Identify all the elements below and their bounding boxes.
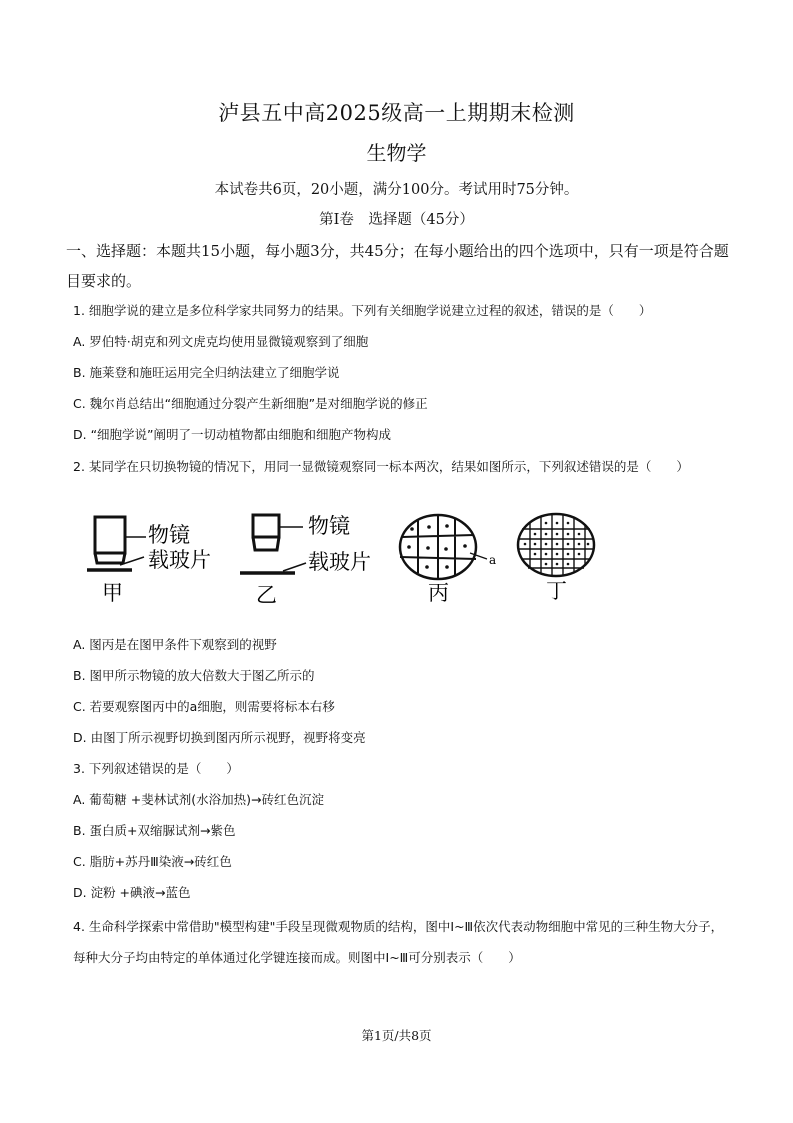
question-4-stem: 4. 生命科学探索中常借助"模型构建"手段呈现微观物质的结构，图中Ⅰ~Ⅲ依次代表动物细胞中常见的三种生物大分子，每种大分子均由特定的单体通过化学键连接而成。则图中Ⅰ~Ⅲ可分别表示（ ） [73, 919, 724, 965]
panel-label-yi: 乙 [256, 583, 277, 607]
question-3-option-d: D. 淀粉 +碘液→蓝色 [73, 885, 191, 900]
panel-label-jia: 甲 [102, 581, 123, 605]
exam-title: 泸县五中高2025级高一上期期末检测 [218, 101, 575, 125]
objective-short [240, 515, 306, 573]
question-3-option-c: C. 脂肪+苏丹Ⅲ染液→砖红色 [73, 854, 232, 869]
question-1-option-a: A. 罗伯特·胡克和列文虎克均使用显微镜观察到了细胞 [73, 334, 369, 349]
subject-title: 生物学 [366, 141, 427, 165]
exam-info: 本试卷共6页，20小题，满分100分。考试用时75分钟。 [214, 182, 579, 198]
label-slide-jia: 载玻片 [148, 548, 211, 572]
question-2-option-a: A. 图丙是在图甲条件下观察到的视野 [73, 637, 277, 652]
question-3-option-a: A. 葡萄糖 +斐林试剂(水浴加热)→砖红色沉淀 [73, 792, 324, 807]
section-instructions: 一、选择题：本题共15小题，每小题3分，共45分；在每小题给出的四个选项中，只有一项是符合题目要求的。 [66, 242, 729, 290]
label-objective-yi: 物镜 [308, 514, 350, 538]
field-of-view-ding [518, 514, 594, 576]
question-2-option-b: B. 图甲所示物镜的放大倍数大于图乙所示的 [73, 668, 315, 683]
microscope-figure [80, 505, 620, 610]
label-slide-yi: 载玻片 [308, 550, 371, 574]
section-heading: 第Ⅰ卷 选择题（45分） [319, 212, 474, 228]
question-2-stem: 2. 某同学在只切换物镜的情况下，用同一显微镜观察同一标本两次，结果如图所示，下列叙述错误的是（ ） [73, 459, 689, 474]
cell-label-a: a [489, 553, 497, 567]
question-3-option-b: B. 蛋白质+双缩脲试剂→紫色 [73, 823, 236, 838]
objective-long [87, 517, 146, 570]
page-footer: 第1页/共8页 [361, 1028, 432, 1043]
field-of-view-bing [400, 515, 487, 579]
question-2-option-c: C. 若要观察图丙中的a细胞，则需要将标本右移 [73, 699, 335, 714]
question-1-option-b: B. 施莱登和施旺运用完全归纳法建立了细胞学说 [73, 365, 340, 380]
microscope-diagram [80, 505, 620, 610]
question-1-stem: 1. 细胞学说的建立是多位科学家共同努力的结果。下列有关细胞学说建立过程的叙述，错误的是（ ） [73, 303, 652, 318]
question-2-option-d: D. 由图丁所示视野切换到图丙所示视野，视野将变亮 [73, 730, 366, 745]
question-1-option-d: D. “细胞学说”阐明了一切动植物都由细胞和细胞产物构成 [73, 427, 392, 442]
label-objective-jia: 物镜 [148, 523, 190, 547]
panel-label-bing: 丙 [428, 581, 449, 605]
question-3-stem: 3. 下列叙述错误的是（ ） [73, 761, 239, 776]
panel-label-ding: 丁 [546, 579, 567, 603]
question-1-option-c: C. 魏尔肖总结出“细胞通过分裂产生新细胞”是对细胞学说的修正 [73, 396, 428, 411]
